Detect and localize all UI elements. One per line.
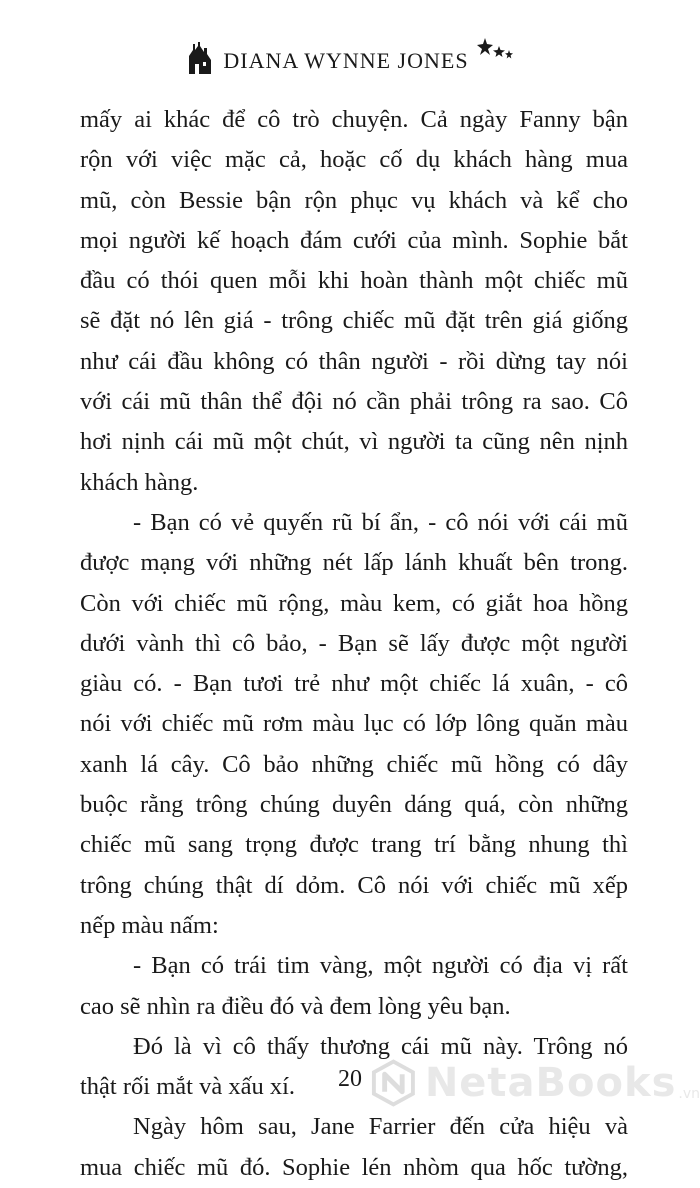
author-name: DIANA WYNNE JONES	[223, 48, 469, 73]
watermark	[370, 1052, 700, 1114]
text-line: chiếc mũ sang trọng được trang trí bằng nhung thì	[80, 831, 628, 859]
watermark-suffix: .vn	[678, 1086, 700, 1102]
text-line: Đó là vì cô thấy thương cái mũ này. Trông nó	[133, 1032, 628, 1060]
body-text	[80, 100, 628, 1188]
text-line: hơi nịnh cái mũ một chút, vì người ta cũng nên nịnh	[80, 428, 628, 456]
text-line: đầu có thói quen mỗi khi hoàn thành một chiếc mũ	[80, 267, 628, 295]
text-line: mọi người kế hoạch đám cưới của mình. Sophie bắt	[80, 226, 628, 254]
text-line: như cái đầu không có thân người - rồi dừng tay nói	[80, 347, 628, 375]
text-line: khách hàng.	[80, 468, 199, 496]
text-line: Ngày hôm sau, Jane Farrier đến cửa hiệu và	[133, 1113, 628, 1141]
text-line: cao sẽ nhìn ra điều đó và đem lòng yêu bạn.	[80, 992, 511, 1020]
text-line: sẽ đặt nó lên giá - trông chiếc mũ đặt trên giá giống	[80, 307, 628, 335]
text-line: mấy ai khác để cô trò chuyện. Cả ngày Fanny bận	[80, 106, 628, 133]
text-line: buộc rằng trông chúng duyên dáng quá, còn những	[80, 791, 628, 819]
text-line: trông chúng thật dí dỏm. Cô nói với chiếc mũ xếp	[80, 871, 628, 899]
text-line: xanh lá cây. Cô bảo những chiếc mũ hồng có dây	[80, 750, 628, 778]
text-line: nếp màu nấm:	[80, 911, 219, 939]
running-head	[0, 36, 700, 74]
text-line: - Bạn có vẻ quyến rũ bí ẩn, - cô nói với cái mũ	[133, 508, 628, 536]
watermark-text: NetaBooks	[424, 1060, 677, 1106]
text-line: được mạng với những nét lấp lánh khuất bên trong.	[80, 549, 628, 577]
text-line: Còn với chiếc mũ rộng, màu kem, có giắt hoa hồng	[80, 589, 628, 617]
text-line: nói với chiếc mũ rơm màu lục có lớp lông quăn màu	[80, 710, 628, 738]
text-line: giàu có. - Bạn tươi trẻ như một chiếc lá xuân, - cô	[80, 670, 628, 698]
castle-icon	[187, 40, 213, 74]
text-line: rộn với việc mặc cả, hoặc cố dụ khách hàng mua	[80, 146, 628, 174]
text-line: - Bạn có trái tim vàng, một người có địa vị rất	[133, 952, 628, 980]
text-line: với cái mũ thân thể đội nó cần phải trông ra sao. Cô	[80, 388, 628, 416]
text-line: thật rối mắt và xấu xí.	[80, 1073, 295, 1101]
text-line: dưới vành thì cô bảo, - Bạn sẽ lấy được một người	[80, 629, 628, 657]
text-line: mua chiếc mũ đó. Sophie lén nhòm qua hốc tường,	[80, 1153, 628, 1181]
page-number: 20	[338, 1066, 362, 1092]
text-line: mũ, còn Bessie bận rộn phục vụ khách và kể cho	[80, 186, 628, 214]
netabooks-logo-icon	[370, 1059, 417, 1107]
stars-icon	[477, 36, 513, 66]
